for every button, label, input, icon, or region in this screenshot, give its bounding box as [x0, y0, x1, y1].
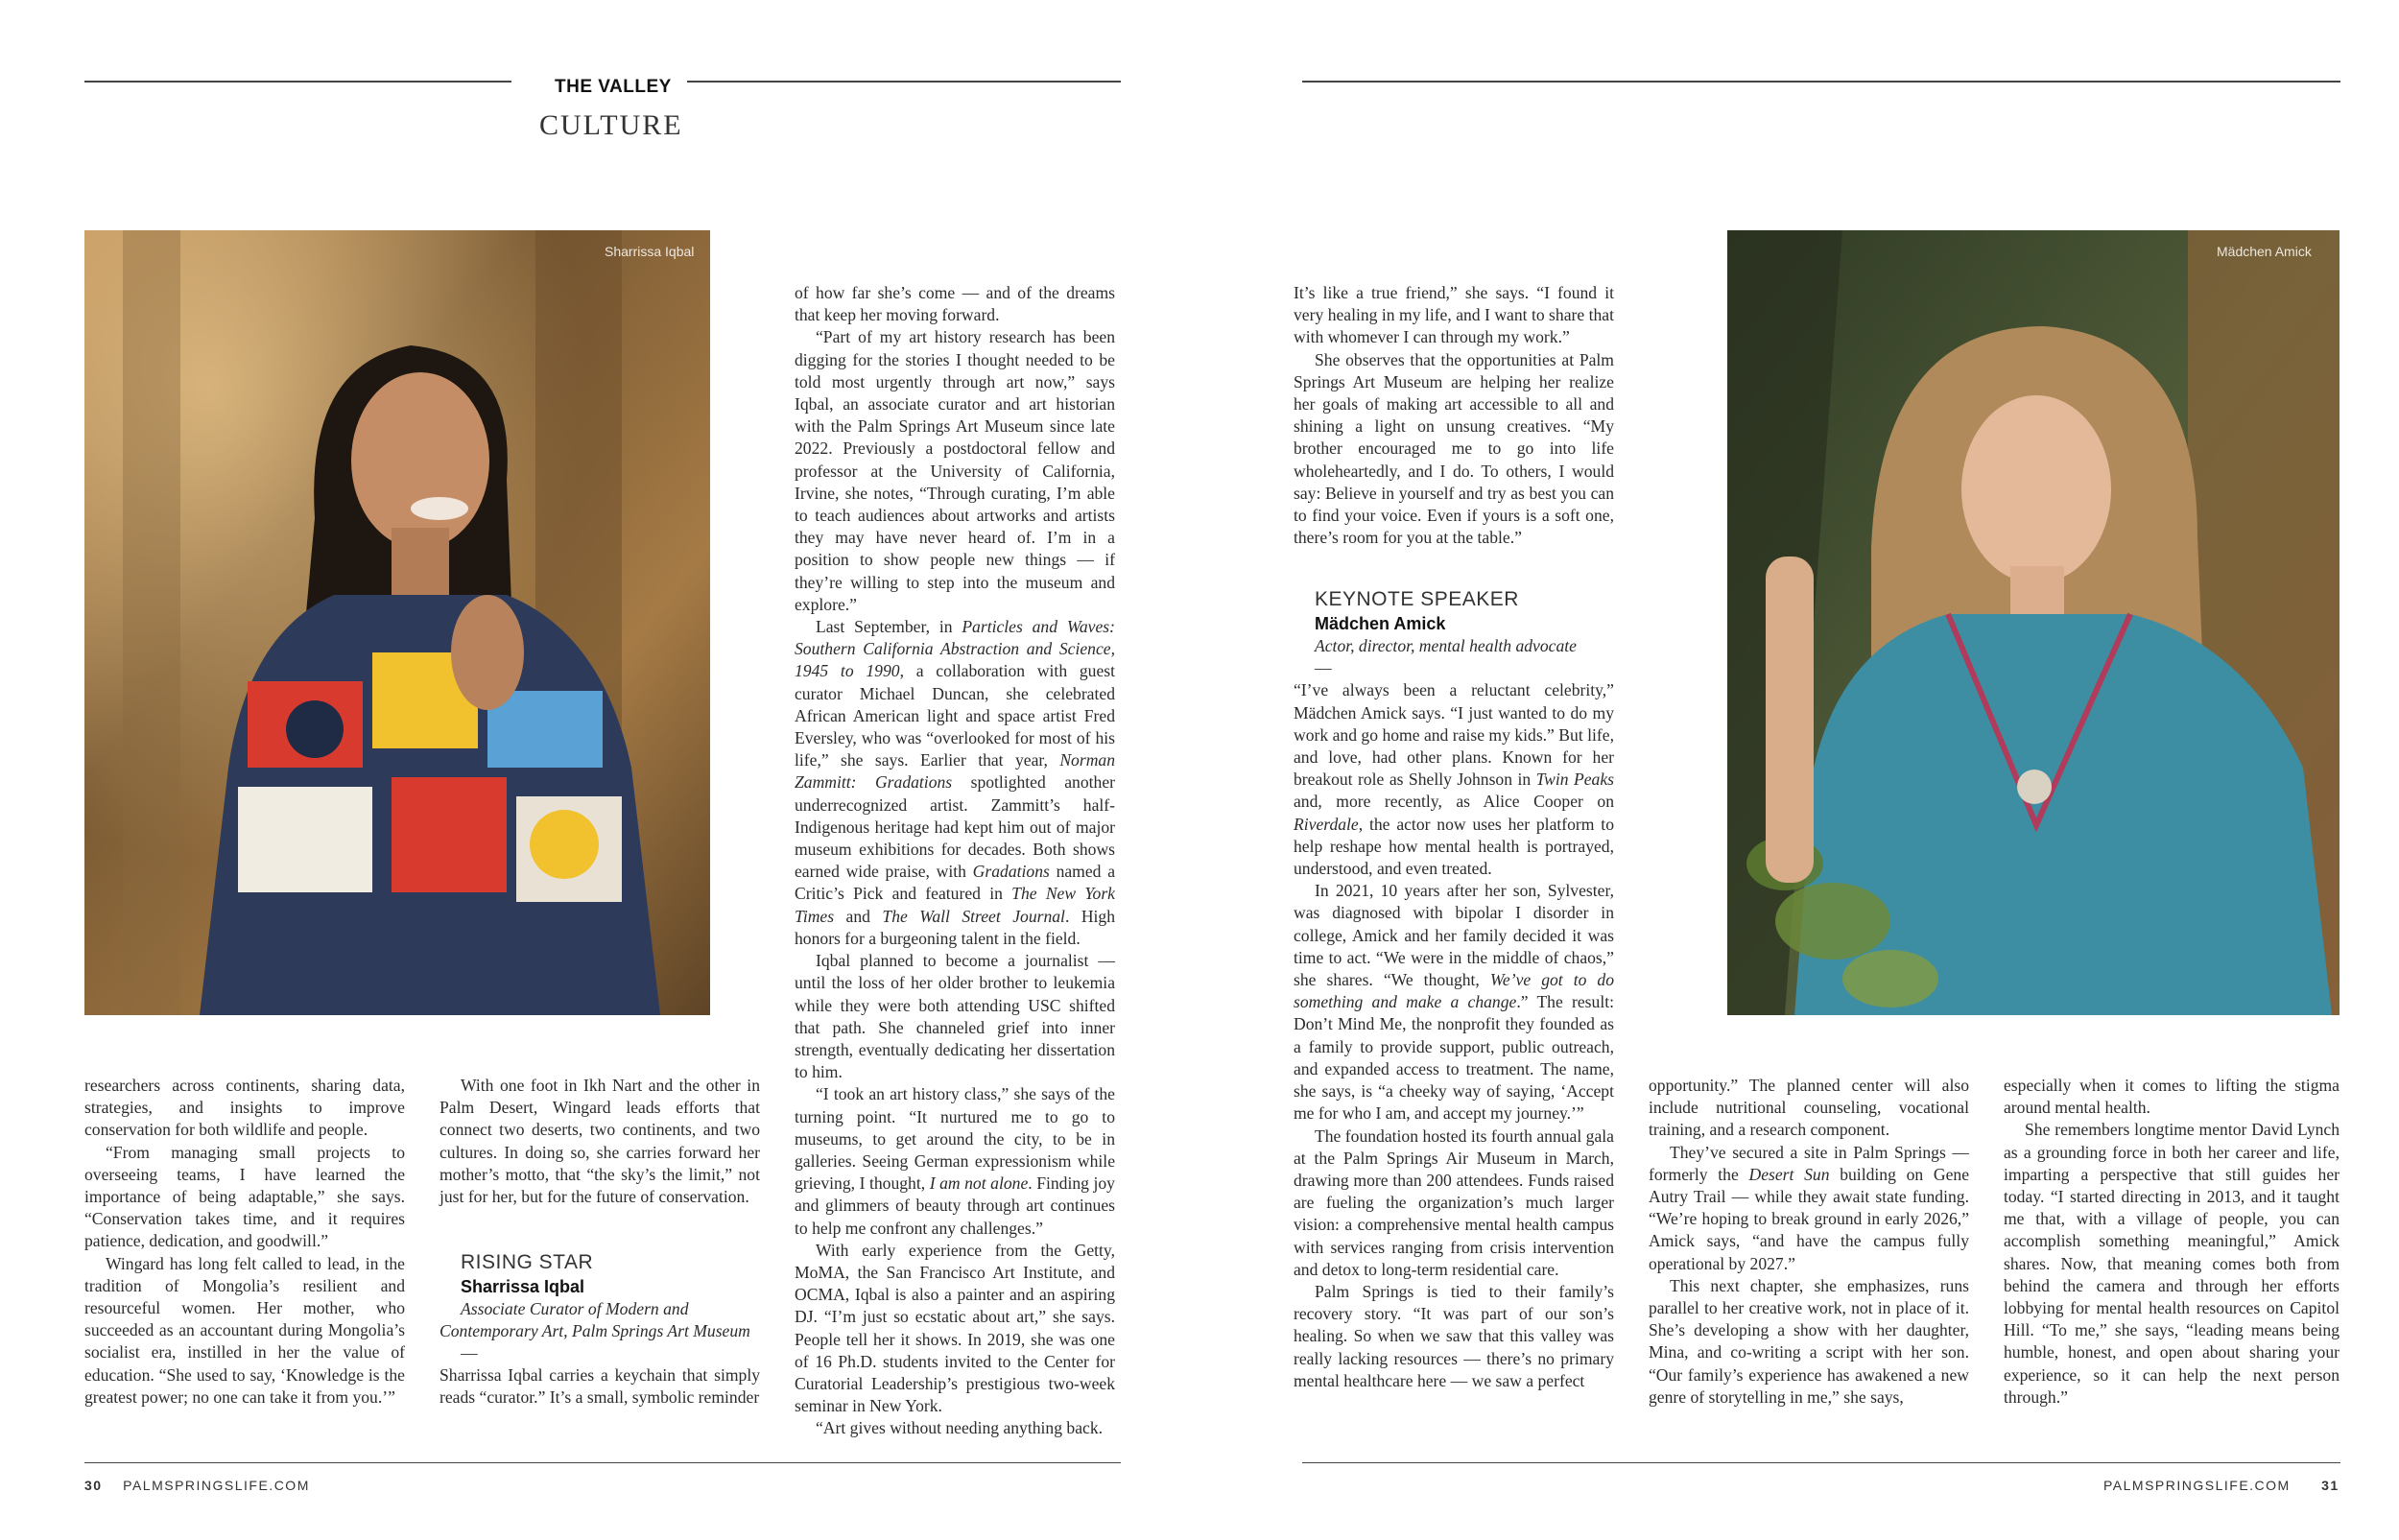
- paragraph: of how far she’s come — and of the dreams that keep her moving forward.: [795, 283, 1115, 325]
- photo-credit-right: Mädchen Amick: [2217, 244, 2312, 259]
- folio-left: [84, 1478, 310, 1493]
- page-number: 31: [2321, 1478, 2340, 1493]
- paragraph: “I’ve always been a reluctant celebrity,” Mädchen Amick says. “I just wanted to do my work and go home and raise my kids.” But life, and love, had other plans. Known for her breakout role as Shelly Johnson in Twin Peaks and, more recently, as Alice Cooper on Riverdale, the actor now uses her platform to help reshape how mental health is portrayed, understood, and even treated.: [1294, 680, 1615, 879]
- paragraph: “Art gives without needing anything back.: [816, 1418, 1104, 1438]
- page-number: 30: [84, 1478, 103, 1493]
- portrait-illustration-left: [84, 230, 710, 1015]
- site-name: PALMSPRINGSLIFE.COM: [2103, 1478, 2291, 1493]
- paragraph: “Part of my art history research has been digging for the stories I thought needed to be told most urgently through art now,” says Iqbal, an associate curator and art historian with the Palm Springs Art Museum since late 2022. Previously a postdoctoral fellow and professor at the University of California, Irvine, she notes, “Through curating, I’m able to teach audiences about artworks and artists they may have never heard of. I’m in a position to show people new things — if they’re willing to step into the museum and explore.”: [795, 327, 1115, 614]
- header-rule-right: [1302, 81, 2340, 83]
- paragraph: opportunity.” The planned center will also include nutritional counseling, vocational training, and a research component.: [1649, 1076, 1969, 1140]
- section-label: THE VALLEY: [555, 77, 672, 97]
- paragraph: This next chapter, she emphasizes, runs parallel to her creative work, not in place of it. She’s developing a show with her daughter, Mina, and co-writing a script with her son. “Our family’s experience has awakened a new genre of storytelling in me,” she says,: [1649, 1275, 1969, 1407]
- header-rule-left-a: [84, 81, 511, 83]
- paragraph: With one foot in Ikh Nart and the other in Palm Desert, Wingard leads efforts that connect two deserts, two continents, and two cultures. In doing so, she carries forward her mother’s motto, that “the sky’s the limit,” not just for her, but for the future of conservation.: [439, 1076, 760, 1207]
- right-col3: [2004, 1075, 2340, 1409]
- portrait-illustration-right: [1727, 230, 2340, 1015]
- profile-role: Actor, director, mental health advocate: [1315, 636, 1577, 656]
- left-col3: [795, 282, 1115, 1440]
- paragraph: Palm Springs is tied to their family’s recovery story. “It was part of our son’s healing. So when we saw that this valley was really lacking resources — there’s no primary mental healthcare here — we saw a perfect: [1294, 1281, 1614, 1390]
- paragraph: She observes that the opportunities at Palm Springs Art Museum are helping her realize her goals of making art accessible to all and shining a light on unsung creatives. “My brother encouraged me to go into life wholeheartedly, and I do. To others, I would say: Believe in yourself and try as best you can to find your voice. Even if yours is a soft one, there’s room for you at the table.”: [1294, 349, 1614, 548]
- paragraph: With early experience from the Getty, MoMA, the San Francisco Art Institute, and OCMA, Iqbal is also a painter and an aspiring DJ. “I’m just so ecstatic about art,” she says. People tell her it shows. In 2019, she was one of 16 Ph.D. students invited to the Center for Curatorial Leadership’s prestigious two-week seminar in New York.: [795, 1240, 1115, 1416]
- profile-dash: —: [1315, 658, 1332, 678]
- folio-right: [2103, 1478, 2340, 1493]
- paragraph: It’s like a true friend,” she says. “I found it very healing in my life, and I want to share that with whomever I can through my work.”: [1294, 283, 1614, 347]
- paragraph: In 2021, 10 years after her son, Sylvester, was diagnosed with bipolar I disorder in college, Amick and her family decided it was time to act. “We were in the middle of chaos,” she shares. “We thought, We’ve got to do something and make a change.” The result: Don’t Mind Me, the nonprofit they founded as a family to provide support, public outreach, and expanded access to treatment. The name, she says, is “a cheeky way of saying, ‘Accept me for who I am, and accept my journey.’”: [1294, 881, 1614, 1124]
- right-col2: [1649, 1075, 1969, 1409]
- profile-name: Sharrissa Iqbal: [461, 1277, 585, 1297]
- left-col1: [84, 1075, 405, 1409]
- footer-rule-left: [84, 1462, 1121, 1463]
- right-col1: [1294, 282, 1614, 1392]
- profile-role: Associate Curator of Modern and Contemporary Art, Palm Springs Art Museum: [439, 1299, 750, 1341]
- paragraph: Wingard has long felt called to lead, in the tradition of Mongolia’s resilient and resourceful women. Her mother, who succeeded as an accountant during Mongolia’s socialist era, instilled in her the value of education. “She used to say, ‘Knowledge is the greatest power; no one can take it from you.’”: [84, 1253, 405, 1407]
- paragraph: “From managing small projects to overseeing teams, I have learned the importance of being adaptable,” she says. “Conservation takes time, and it requires patience, dedication, and goodwill.”: [84, 1142, 405, 1251]
- photo-madchen-amick: [1727, 230, 2340, 1015]
- footer-rule-right: [1302, 1462, 2340, 1463]
- photo-credit-left: Sharrissa Iqbal: [605, 244, 695, 259]
- paragraph: The foundation hosted its fourth annual gala at the Palm Springs Air Museum in March, drawing more than 200 attendees. Funds raised are fueling the organization’s much larger vision: a comprehensive mental health campus with services ranging from crisis intervention and detox to long-term residential care.: [1294, 1125, 1614, 1279]
- section-title: CULTURE: [539, 109, 683, 141]
- left-col2: [439, 1075, 760, 1410]
- paragraph: “I took an art history class,” she says of the turning point. “It nurtured me to go to museums, to get around the city, to be in galleries. Seeing German expressionism while grieving, I thought, I am not alone. Finding joy and glimmers of beauty through art continues to help me confront any challenges.”: [795, 1084, 1115, 1238]
- paragraph: Last September, in Particles and Waves: Southern California Abstraction and Science, 1945 to 1990, a collaboration with guest curator Michael Duncan, she celebrated African American light and space artist Fred Eversley, who was “overlooked for most of his life,” she says. Earlier that year, Norman Zammitt: Gradations spotlighted another underrecognized artist. Zammitt’s half-Indigenous heritage had kept him out of major museum exhibitions for decades. Both shows earned wide praise, with Gradations named a Critic’s Pick and featured in The New York Times and The Wall Street Journal. High honors for a burgeoning talent in the field.: [795, 617, 1116, 948]
- paragraph: Iqbal planned to become a journalist — until the loss of her older brother to leukemia while they were both attending USC shifted that path. She channeled grief into inner strength, eventually dedicating her dissertation to him.: [795, 951, 1115, 1082]
- paragraph: She remembers longtime mentor David Lynch as a grounding force in both her career and life, imparting a perspective that still guides her today. “I started directing in 2013, and it taught me that, with a village of people, you can accomplish something meaningful,” Amick shares. Now, that meaning comes both from behind the camera and through her efforts lobbying for mental health resources on Capitol Hill. “To me,” she says, “leading means being humble, honest, and open about sharing your experience, so it can help the next person through.”: [2004, 1120, 2340, 1407]
- profile-kicker: RISING STAR: [461, 1251, 594, 1274]
- paragraph: researchers across continents, sharing data, strategies, and insights to improve conservation for both wildlife and people.: [84, 1076, 405, 1140]
- paragraph: especially when it comes to lifting the stigma around mental health.: [2004, 1076, 2340, 1118]
- photo-sharrissa-iqbal: [84, 230, 710, 1015]
- profile-dash: —: [461, 1343, 478, 1363]
- header-rule-left-b: [687, 81, 1121, 83]
- profile-name: Mädchen Amick: [1315, 614, 1446, 634]
- site-name: PALMSPRINGSLIFE.COM: [123, 1478, 310, 1493]
- paragraph: Sharrissa Iqbal carries a keychain that simply reads “curator.” It’s a small, symbolic reminder: [439, 1365, 760, 1408]
- profile-kicker: KEYNOTE SPEAKER: [1315, 588, 1519, 611]
- paragraph: They’ve secured a site in Palm Springs — formerly the Desert Sun building on Gene Autry Trail — while they await state funding. “We’re hoping to break ground in early 2026,” Amick says, “and have the campus fully operational by 2027.”: [1649, 1142, 1970, 1273]
